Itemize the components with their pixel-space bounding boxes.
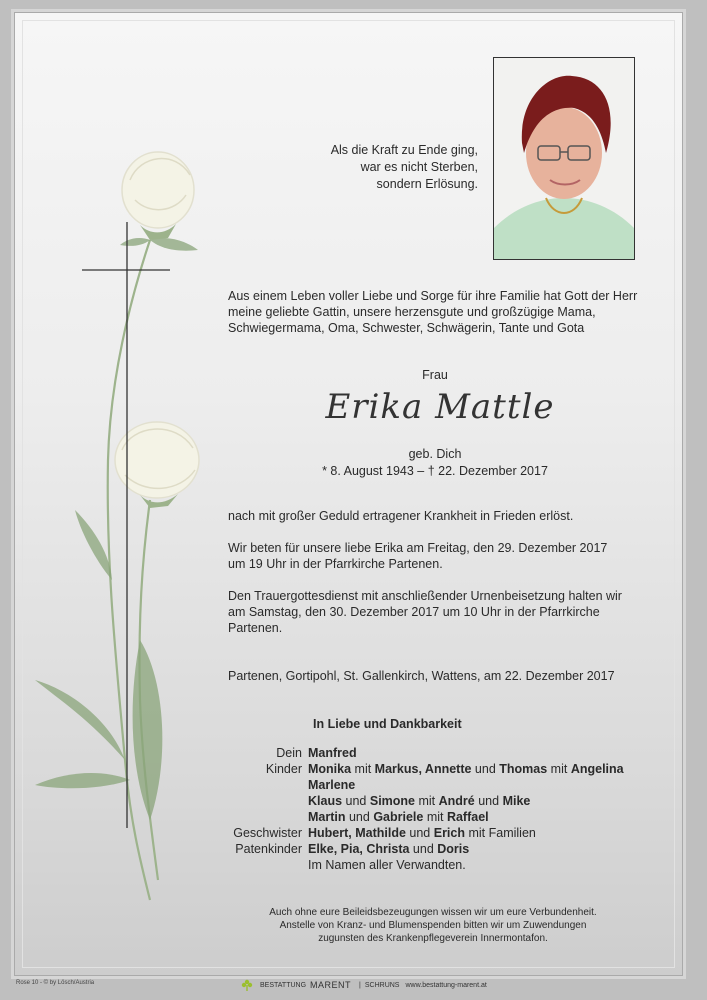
name: Elke, Pia, Christa — [308, 842, 410, 856]
name: Monika — [308, 762, 352, 776]
family-row — [150, 793, 670, 809]
family-value — [308, 841, 670, 857]
brand-separator: | — [359, 981, 361, 989]
brand-prefix: BESTATTUNG — [260, 981, 307, 989]
quote-line: war es nicht Sterben, — [360, 160, 478, 174]
connector: mit Familien — [465, 826, 536, 840]
place-date: Partenen, Gortipohl, St. Gallenkirch, Wattens, am 22. Dezember 2017 — [228, 669, 615, 683]
portrait-image — [494, 58, 634, 259]
brand-name: MARENT — [310, 980, 352, 990]
family-value — [308, 777, 670, 793]
connector: und — [409, 842, 438, 856]
family-label: Dein — [276, 746, 302, 760]
name: Erich — [433, 826, 465, 840]
name: Simone — [369, 794, 416, 808]
family-row — [150, 745, 670, 761]
name: Doris — [437, 842, 470, 856]
quote — [240, 142, 478, 193]
family-row — [150, 809, 670, 825]
connector: und — [345, 810, 374, 824]
salutation: Frau — [422, 368, 448, 382]
connector: mit — [423, 810, 447, 824]
connector: und — [474, 794, 503, 808]
service-line: Partenen. — [228, 621, 283, 635]
service-line: Den Trauergottesdienst mit anschließender Urnenbeisetzung halten wir — [228, 589, 622, 603]
prayer-text — [228, 540, 668, 572]
portrait-photo — [493, 57, 635, 260]
brand-url[interactable]: www.bestattung-marent.at — [405, 981, 487, 989]
birth-name: geb. Dich — [408, 447, 462, 461]
footer-line: zugunsten des Krankenpflegeverein Innermontafon. — [318, 933, 548, 944]
family-row — [150, 825, 670, 841]
family-label: Geschwister — [233, 826, 302, 840]
connector: mit — [351, 762, 375, 776]
flower-logo-icon — [240, 978, 254, 992]
connector: und — [342, 794, 370, 808]
footer-line: Auch ohne eure Beileidsbezeugungen wissen wir um eure Verbundenheit. — [269, 907, 597, 918]
connector: mit — [415, 794, 439, 808]
intro-line: Schwiegermama, Oma, Schwester, Schwägerin, Tante und Gota — [228, 321, 585, 335]
prayer-line: um 19 Uhr in der Pfarrkirche Partenen. — [228, 557, 443, 571]
family-label: Kinder — [265, 762, 302, 776]
name: Hubert, Mathilde — [308, 826, 406, 840]
quote-line: sondern Erlösung. — [376, 177, 478, 191]
name: Thomas — [499, 762, 548, 776]
connector: mit — [547, 762, 571, 776]
name: André — [438, 794, 475, 808]
name: Martin — [308, 810, 346, 824]
family-value — [308, 809, 670, 825]
footer-note — [228, 906, 638, 945]
name: Gabriele — [373, 810, 424, 824]
intro-line: Aus einem Leben voller Liebe und Sorge für ihre Familie hat Gott der Herr — [228, 289, 638, 303]
family-label — [150, 857, 308, 873]
image-credit: Rose 10 - © by Lösch/Austria — [16, 980, 95, 986]
life-dates: * 8. August 1943 – † 22. Dezember 2017 — [322, 464, 548, 478]
spouse-name: Manfred — [308, 746, 357, 760]
thanks-title: In Liebe und Dankbarkeit — [313, 717, 462, 731]
family-value — [308, 745, 670, 761]
name: Raffael — [446, 810, 489, 824]
family-value — [308, 793, 670, 809]
service-text — [228, 588, 668, 636]
intro-text — [228, 288, 648, 336]
name: Mike — [502, 794, 531, 808]
connector: und — [471, 762, 500, 776]
connector: und — [405, 826, 434, 840]
family-label — [150, 809, 308, 825]
family-list — [150, 745, 670, 873]
funeral-home-brand — [240, 977, 487, 993]
name: Markus, Annette — [374, 762, 472, 776]
prayer-line: Wir beten für unsere liebe Erika am Freitag, den 29. Dezember 2017 — [228, 541, 608, 555]
family-row — [150, 841, 670, 857]
name: Klaus — [308, 794, 343, 808]
service-line: am Samstag, den 30. Dezember 2017 um 10 Uhr in der Pfarrkirche — [228, 605, 600, 619]
family-row — [150, 857, 670, 873]
release-text: nach mit großer Geduld ertragener Krankheit in Frieden erlöst. — [228, 509, 574, 523]
family-value — [308, 825, 670, 841]
footer-line: Anstelle von Kranz- und Blumenspenden bitten wir um Zuwendungen — [279, 920, 587, 931]
name: Marlene — [308, 778, 356, 792]
brand-place: SCHRUNS — [364, 981, 400, 989]
family-label — [150, 793, 308, 809]
relatives-line: Im Namen aller Verwandten. — [308, 858, 466, 872]
deceased-name: Erika Mattle — [325, 387, 555, 427]
family-label: Patenkinder — [235, 842, 302, 856]
intro-line: meine geliebte Gattin, unsere herzensgute und großzügige Mama, — [228, 305, 596, 319]
quote-line: Als die Kraft zu Ende ging, — [330, 143, 478, 157]
family-row — [150, 761, 670, 777]
family-value — [308, 761, 670, 777]
family-label — [150, 777, 308, 793]
family-row — [150, 777, 670, 793]
name: Angelina — [570, 762, 624, 776]
